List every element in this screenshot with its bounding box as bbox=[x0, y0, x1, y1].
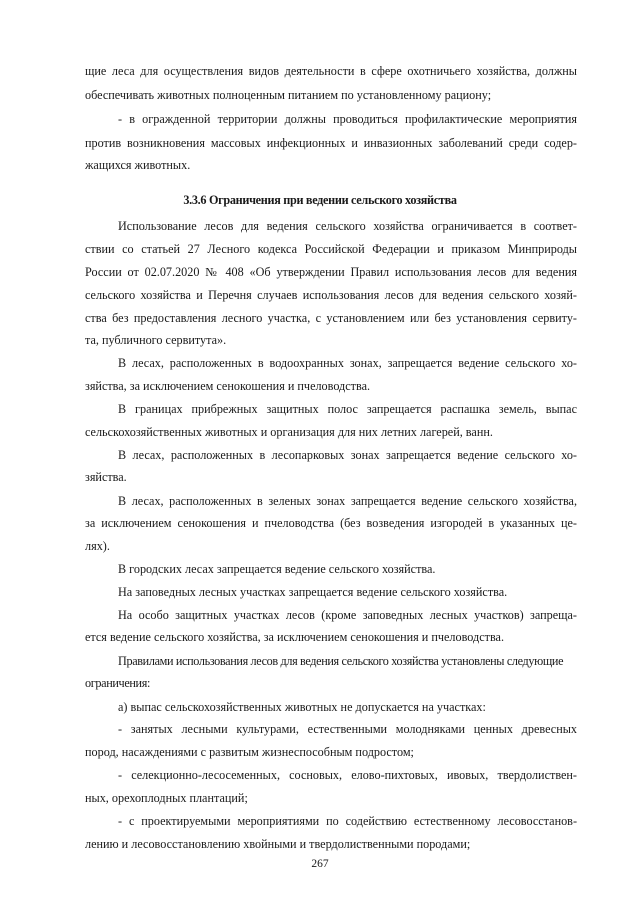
text-line: зяйства. bbox=[85, 470, 127, 484]
text-line: ных, орехоплодных плантаций; bbox=[85, 791, 248, 805]
text-line: за исключением сенокошения и пчеловодства (без возведения изгородей в указанных це- bbox=[85, 516, 577, 530]
text-line: лению и лесовосстановлению хвойными и твердолиственными породами; bbox=[85, 837, 471, 851]
text-line: - занятых лесными культурами, естественными молодняками ценных древесных bbox=[118, 722, 577, 736]
text-line: ства без предоставления лесного участка, с установлением или без установления сервиту- bbox=[85, 311, 577, 325]
text-line: В лесах, расположенных в водоохранных зонах, запрещается ведение сельского хо- bbox=[118, 356, 577, 370]
text-line: сельского хозяйства и Перечня случаев использования лесов для ведения сельского хозяй- bbox=[85, 288, 577, 302]
page-number: 267 bbox=[311, 858, 329, 870]
text-line: та, публичного сервитута». bbox=[85, 333, 227, 347]
text-line: ствии со статьей 27 Лесного кодекса Российской Федерации и приказом Минприроды bbox=[85, 242, 577, 256]
text-line: сельскохозяйственных животных и организация для них летних лагерей, ванн. bbox=[85, 425, 493, 439]
text-line: На заповедных лесных участках запрещается ведение сельского хозяйства. bbox=[118, 585, 508, 599]
text-line: лях). bbox=[85, 539, 110, 553]
text-line: зяйства, за исключением сенокошения и пчеловодства. bbox=[85, 379, 371, 393]
text-line: - в огражденной территории должны проводиться профилактические мероприятия bbox=[118, 112, 577, 126]
text-line: России от 02.07.2020 № 408 «Об утверждении Правил использования лесов для ведения bbox=[85, 265, 577, 279]
text-line: В границах прибрежных защитных полос запрещается распашка земель, выпас bbox=[118, 402, 577, 416]
text-line: а) выпас сельскохозяйственных животных не допускается на участках: bbox=[118, 700, 486, 714]
text-line: - с проектируемыми мероприятиями по содействию естественному лесовосстанов- bbox=[118, 814, 577, 828]
text-line: ется ведение сельского хозяйства, за исключением сенокошения и пчеловодства. bbox=[85, 630, 505, 644]
text-line: В городских лесах запрещается ведение сельского хозяйства. bbox=[118, 562, 436, 576]
text-line: против возникновения массовых инфекционных и инвазионных заболеваний среди содер- bbox=[85, 136, 577, 150]
text-line: жащихся животных. bbox=[85, 158, 191, 172]
text-line: щие леса для осуществления видов деятельности в сфере охотничьего хозяйства, должны bbox=[85, 64, 577, 78]
section-heading: 3.3.6 Ограничения при ведении сельского хозяйства bbox=[183, 193, 457, 207]
text-line: обеспечивать животных полноценным питанием по установленному рациону; bbox=[85, 88, 492, 102]
text-line: В лесах, расположенных в лесопарковых зонах запрещается ведение сельского хо- bbox=[118, 448, 577, 462]
text-line: пород, насаждениями с развитым жизнеспособным подростом; bbox=[85, 745, 414, 759]
text-line: В лесах, расположенных в зеленых зонах запрещается ведение сельского хозяйства, bbox=[118, 494, 577, 508]
text-line: ограничения: bbox=[85, 676, 151, 690]
text-line: Правилами использования лесов для ведения сельского хозяйства установлены следующие bbox=[118, 654, 564, 668]
text-line: На особо защитных участках лесов (кроме заповедных лесных участков) запреща- bbox=[118, 608, 577, 622]
text-line: Использование лесов для ведения сельского хозяйства ограничивается в соответ- bbox=[118, 219, 577, 233]
text-line: - селекционно-лесосеменных, сосновых, елово-пихтовых, ивовых, твердолиствен- bbox=[118, 768, 577, 782]
